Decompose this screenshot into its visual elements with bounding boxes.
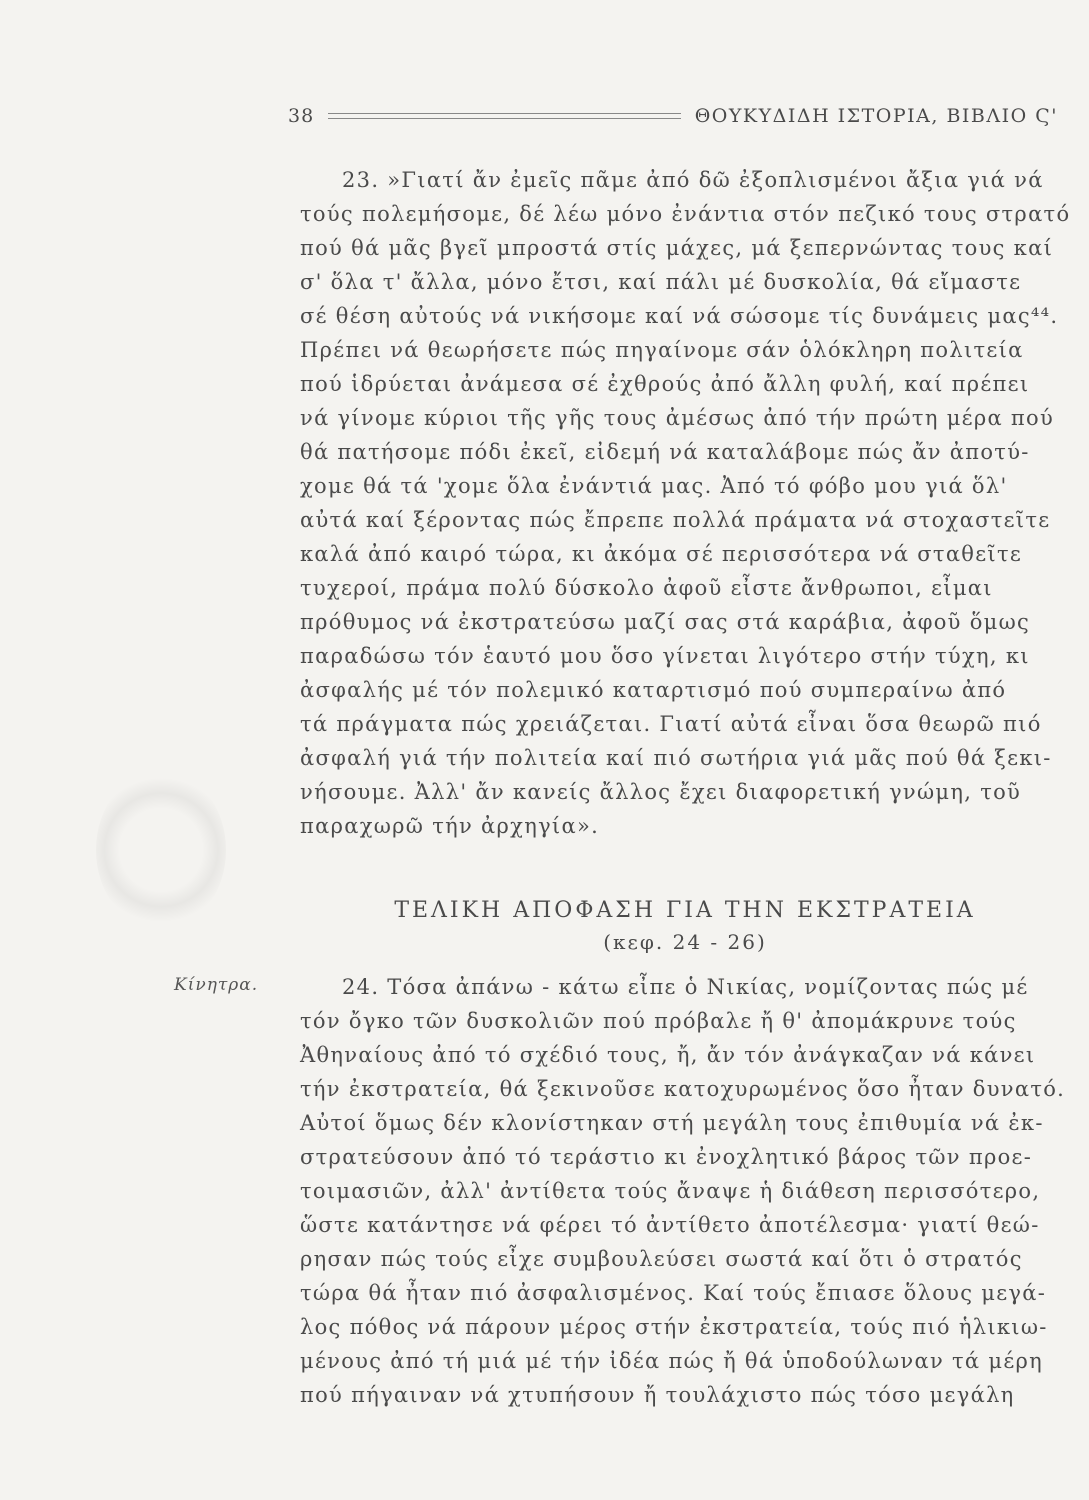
text-line: τόν ὄγκο τῶν δυσκολιῶν πού πρόβαλε ἤ θ' ἀπομάκρυνε τούς (300, 1009, 1017, 1033)
header-rule (328, 113, 681, 119)
text-line: θά πατήσομε πόδι ἐκεῖ, εἰδεμή νά καταλάβομε πώς ἄν ἀποτύ- (300, 440, 1030, 464)
text-line: ρησαν πώς τούς εἶχε συμβουλεύσει σωστά καί ὅτι ὁ στρατός (300, 1247, 1023, 1271)
text-line: τώρα θά ἦταν πιό ἀσφαλισμένος. Καί τούς ἔπιασε ὅλους μεγά- (300, 1281, 1047, 1305)
text-line: σέ θέση αὐτούς νά νικήσομε καί νά σώσομε τίς δυνάμεις μας⁴⁴. (300, 304, 1059, 328)
text-line: ἀσφαλή γιά τήν πολιτεία καί πιό σωτήρια γιά μᾶς πού θά ξεκι- (300, 746, 1052, 770)
text-line: τούς πολεμήσομε, δέ λέω μόνο ἐνάντια στόν πεζικό τους στρατό (300, 202, 1071, 226)
text-line: χομε θά τά 'χομε ὅλα ἐνάντιά μας. Ἀπό τό φόβο μου γιά ὅλ' (300, 474, 1008, 498)
paragraph-24 (300, 970, 1070, 1412)
text-line: μένους ἀπό τή μιά μέ τήν ἰδέα πώς ἤ θά ὑποδούλωναν τά μέρη (300, 1349, 1044, 1373)
page-header (288, 100, 1058, 132)
text-line: σ' ὅλα τ' ἄλλα, μόνο ἔτσι, καί πάλι μέ δυσκολία, θά εἴμαστε (300, 270, 1022, 294)
text-line: τά πράγματα πώς χρειάζεται. Γιατί αὐτά εἶναι ὅσα θεωρῶ πιό (300, 712, 1042, 736)
margin-note: Κίνητρα. (174, 975, 259, 995)
text-line: παραδώσω τόν ἑαυτό μου ὅσο γίνεται λιγότερο στήν τύχη, κι (300, 644, 1030, 668)
show-through-stain (96, 770, 226, 930)
text-line: λος πόθος νά πάρουν μέρος στήν ἐκστρατεία, τούς πιό ἡλικιω- (300, 1315, 1048, 1339)
text-line: ἀσφαλής μέ τόν πολεμικό καταρτισμό πού συμπεραίνω ἀπό (300, 678, 1007, 702)
text-line: 23. »Γιατί ἄν ἐμεῖς πᾶμε ἀπό δῶ ἐξοπλισμένοι ἄξια γιά νά (342, 168, 1044, 192)
text-line: Ἀθηναίους ἀπό τό σχέδιό τους, ἤ, ἄν τόν ἀνάγκαζαν νά κάνει (300, 1043, 1036, 1067)
text-line: 24. Τόσα ἀπάνω - κάτω εἶπε ὁ Νικίας, νομίζοντας πώς μέ (342, 975, 1029, 999)
text-line: τυχεροί, πράμα πολύ δύσκολο ἀφοῦ εἶστε ἄνθρωποι, εἶμαι (300, 576, 993, 600)
text-line: Πρέπει νά θεωρήσετε πώς πηγαίνομε σάν ὁλόκληρη πολιτεία (300, 338, 1024, 362)
text-line: τοιμασιῶν, ἀλλ' ἀντίθετα τούς ἄναψε ἡ διάθεση περισσότερο, (300, 1179, 1041, 1203)
running-head: ΘΟΥΚΥΔΙΔΗ ΙΣΤΟΡΙΑ, ΒΙΒΛΙΟ Ϛ' (694, 105, 1058, 127)
text-line: στρατεύσουν ἀπό τό τεράστιο κι ἐνοχλητικό βάρος τῶν προε- (300, 1145, 1033, 1169)
text-line: πού ἱδρύεται ἀνάμεσα σέ ἐχθρούς ἀπό ἄλλη φυλή, καί πρέπει (300, 372, 1030, 396)
section-subtitle: (κεφ. 24 - 26) (603, 930, 767, 954)
paragraph-23 (300, 163, 1070, 843)
text-line: αὐτά καί ξέροντας πώς ἔπρεπε πολλά πράματα νά στοχαστεῖτε (300, 508, 1051, 532)
text-line: πού πήγαιναν νά χτυπήσουν ἤ τουλάχιστο πώς τόσο μεγάλη (300, 1383, 1015, 1407)
page-number: 38 (288, 105, 315, 127)
text-line: πού θά μᾶς βγεῖ μπροστά στίς μάχες, μά ξεπερνώντας τους καί (300, 236, 1054, 260)
text-line: νά γίνομε κύριοι τῆς γῆς τους ἀμέσως ἀπό τήν πρώτη μέρα πού (300, 406, 1055, 430)
text-line: παραχωρῶ τήν ἀρχηγία». (300, 814, 600, 838)
section-title: ΤΕΛΙΚΗ ΑΠΟΦΑΣΗ ΓΙΑ ΤΗΝ ΕΚΣΤΡΑΤΕΙΑ (394, 898, 976, 923)
text-line: καλά ἀπό καιρό τώρα, κι ἀκόμα σέ περισσότερα νά σταθεῖτε (300, 542, 1023, 566)
text-line: Αὐτοί ὅμως δέν κλονίστηκαν στή μεγάλη τους ἐπιθυμία νά ἐκ- (300, 1111, 1044, 1135)
text-line: πρόθυμος νά ἐκστρατεύσω μαζί σας στά καράβια, ἀφοῦ ὅμως (300, 610, 1031, 634)
text-line: ὥστε κατάντησε νά φέρει τό ἀντίθετο ἀποτέλεσμα· γιατί θεώ- (300, 1213, 1040, 1237)
text-line: νήσουμε. Ἀλλ' ἄν κανείς ἄλλος ἔχει διαφορετική γνώμη, τοῦ (300, 780, 1022, 804)
text-line: τήν ἐκστρατεία, θά ξεκινοῦσε κατοχυρωμένος ὅσο ἦταν δυνατό. (300, 1077, 1066, 1101)
